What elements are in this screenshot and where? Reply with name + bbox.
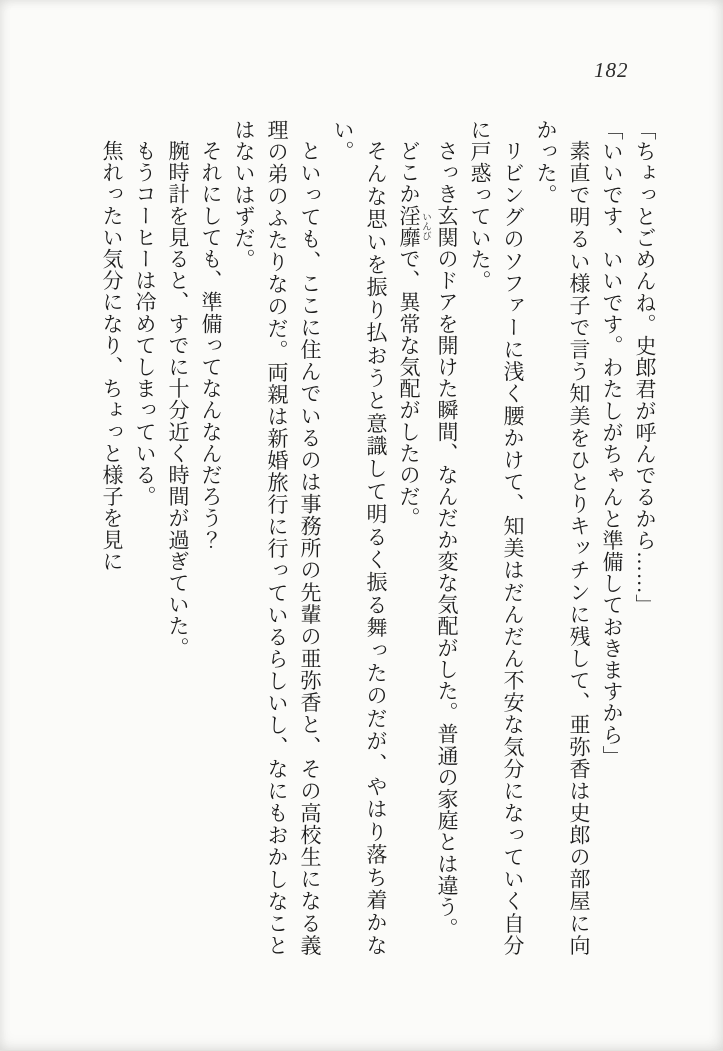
paragraph-narrative: といっても、ここに住んでいるのは事務所の先輩の亜弥香と、その高校生になる義理の弟のふたりなのだ。両親は新婚旅行に行っているらしいし、なにもおかしなことはないはずだ。 xyxy=(232,119,322,956)
furigana-ruby xyxy=(397,204,430,249)
paragraph-narrative: 素直で明るい様子で言う知美をひとりキッチンに残して、亜弥香は史郎の部屋に向かった。 xyxy=(534,119,591,956)
body-text xyxy=(95,119,661,956)
paragraph-narrative: さっき玄関のドアを開けた瞬間、なんだか変な気配がした。普通の家庭とは違う。 xyxy=(435,140,459,940)
ruby-annotation: いんび xyxy=(420,204,430,248)
paragraph-narrative: 焦れったい気分になり、ちょっと様子を見に xyxy=(100,140,124,572)
paragraph-dialogue: 「いいです、いいです。わたしがちゃんと準備しておきますから」 xyxy=(600,119,624,767)
paragraph-narrative: 腕時計を見ると、すでに十分近く時間が過ぎていた。 xyxy=(166,140,190,659)
ruby-base-text: 淫靡 xyxy=(397,204,421,249)
page-number: 182 xyxy=(594,58,629,82)
paragraph-narrative-with-furigana xyxy=(392,119,430,956)
ruby-pre-text: どこか xyxy=(397,140,421,205)
paragraph-narrative: リビングのソファーに浅く腰かけて、知美はだんだん不安な気分になっていく自分に戸惑っていた。 xyxy=(468,119,525,956)
paragraph-narrative: そんな思いを振り払おうと意識して明るく振る舞ったのだが、やはり落ち着かない。 xyxy=(331,119,388,956)
paragraph-narrative: もうコーヒーは冷めてしまっている。 xyxy=(133,140,157,508)
paragraph-narrative: それにしても、準備ってなんなんだろう？ xyxy=(199,140,223,551)
paragraph-dialogue: 「ちょっとごめんね。史郎君が呼んでるから……」 xyxy=(633,119,657,616)
ruby-post-text: で、異常な気配がしたのだ。 xyxy=(397,248,421,529)
